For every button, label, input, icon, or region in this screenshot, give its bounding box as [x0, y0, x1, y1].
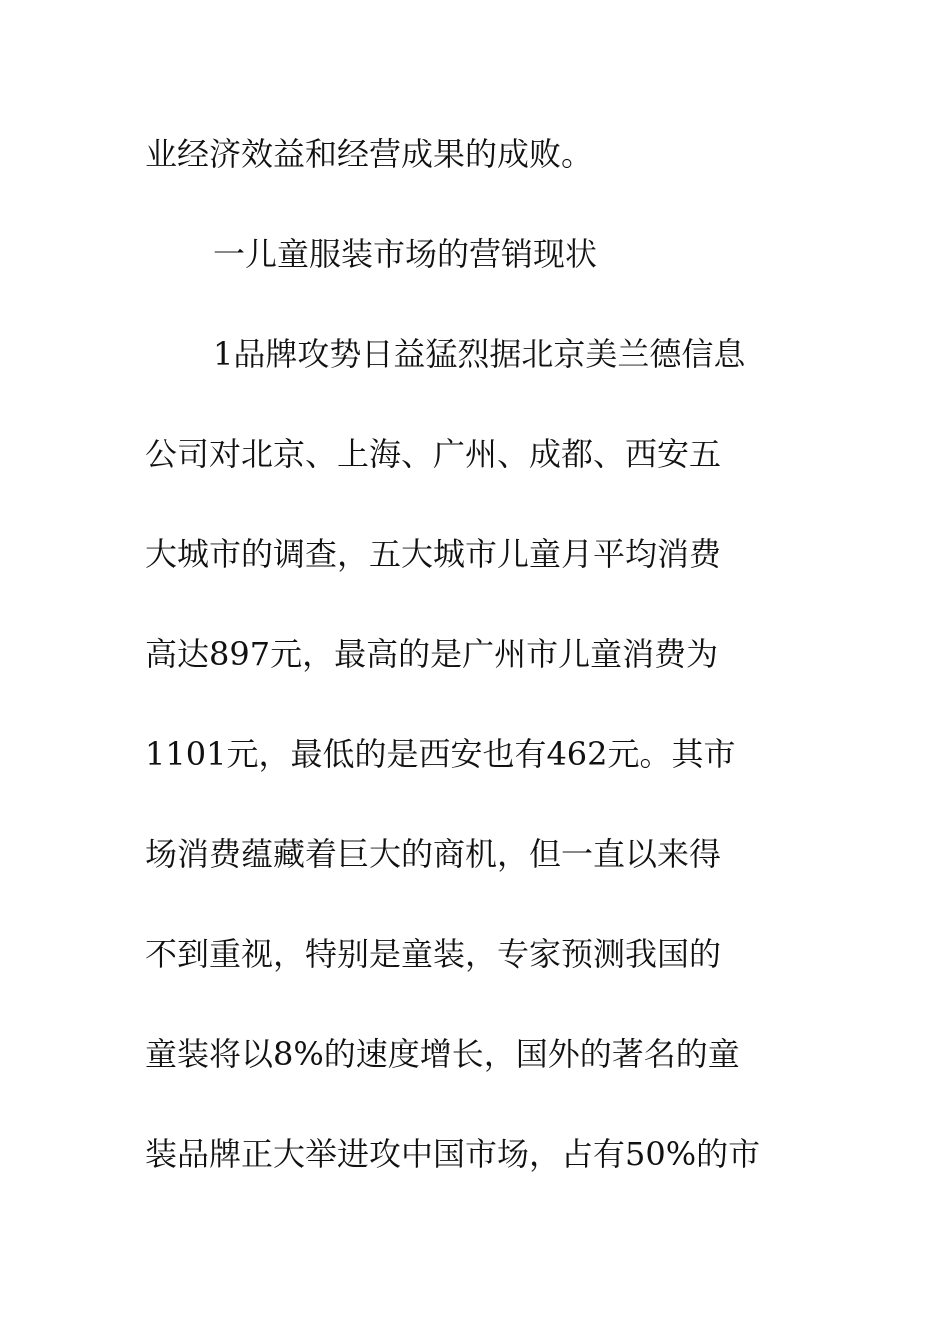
text-line-11: 装品牌正大举进攻中国市场，占有50%的市 [145, 1135, 761, 1173]
text-line-1: 业经济效益和经营成果的成败。 [145, 135, 594, 173]
text-line-8: 场消费蕴藏着巨大的商机，但一直以来得 [145, 835, 722, 873]
section-heading: 一儿童服装市场的营销现状 [213, 235, 598, 273]
text-line-9: 不到重视，特别是童装，专家预测我国的 [145, 935, 722, 973]
text-line-10: 童装将以8%的速度增长，国外的著名的童 [145, 1035, 740, 1073]
text-line-3: 1品牌攻势日益猛烈据北京美兰德信息 [213, 335, 746, 373]
text-line-6: 高达897元，最高的是广州市儿童消费为 [145, 635, 719, 673]
text-line-7: 1101元，最低的是西安也有462元。其市 [145, 735, 736, 773]
text-line-4: 公司对北京、上海、广州、成都、西安五 [145, 435, 722, 473]
text-line-5: 大城市的调查，五大城市儿童月平均消费 [145, 535, 722, 573]
